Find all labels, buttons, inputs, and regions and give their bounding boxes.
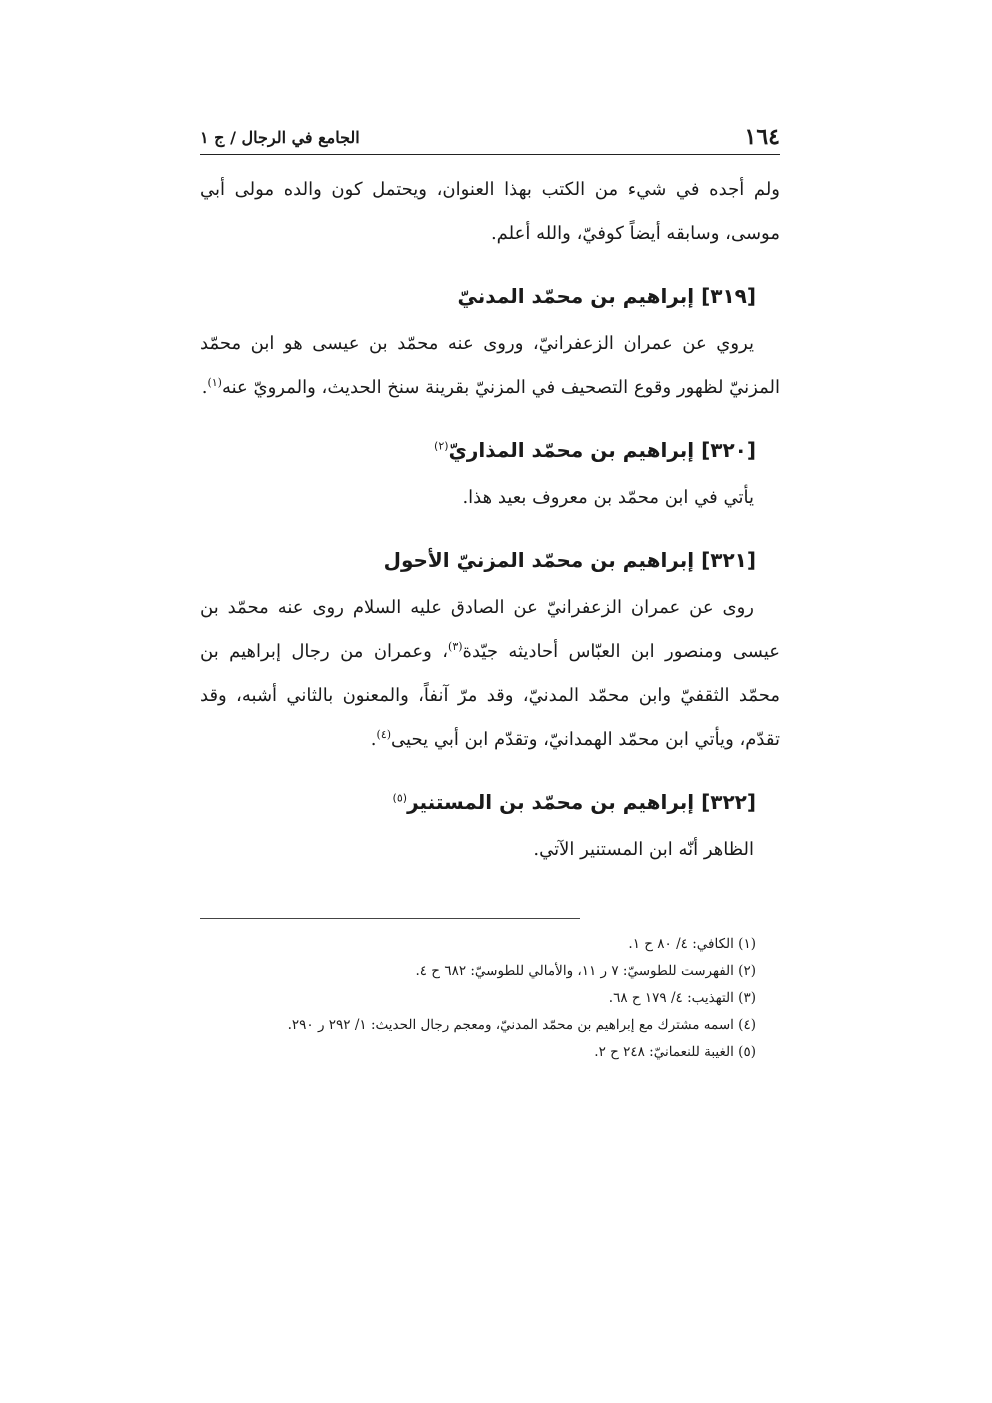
entry-text-a: روى عن عمران الزعفرانيّ عن الصادق عليه السلام روى عنه محمّد بن عيسى ومنصور ابن العبّاس أحاديثه جيّدة [200, 597, 780, 662]
entry-name: إبراهيم بن محمّد المزنيّ الأحول [383, 548, 695, 572]
footnote-ref[interactable]: (١) [207, 376, 222, 389]
entry-text-b: ، وعمران من رجال إبراهيم بن محمّد الثقفيّ وابن محمّد المدنيّ، وقد مرّ آنفاً، والمعنون بالثاني أشبه، وقد تقدّم، ويأتي ابن محمّد الهمدانيّ، وتقدّم ابن أبي يحيى [200, 641, 780, 750]
entry-name: إبراهيم بن محمّد بن المستنير [407, 790, 695, 814]
page-number: ١٦٤ [744, 124, 780, 150]
entry-body-319 [200, 322, 780, 410]
footnote-divider [200, 918, 580, 919]
entry-heading-320 [200, 428, 780, 472]
entry-text-end: . [370, 729, 377, 750]
entry-text-end: . [201, 377, 208, 398]
footnotes [200, 918, 780, 1066]
entry-heading-322 [200, 780, 780, 824]
entry-body-320 [200, 476, 780, 520]
entry-name: إبراهيم بن محمّد المذاريّ [448, 438, 695, 462]
entry-number: [٣١٩] [701, 284, 756, 308]
footnote-item: (٥) الغيبة للنعمانيّ: ٢٤٨ ح ٢. [594, 1044, 756, 1060]
entry-number: [٣٢١] [701, 548, 756, 572]
entry-text: الظاهر أنّه ابن المستنير الآتي. [533, 839, 754, 860]
footnote-ref[interactable]: (٤) [376, 728, 392, 741]
footnote-item: (١) الكافي: ٤/ ٨٠ ح ١. [628, 936, 756, 952]
footnote-ref[interactable]: (٣) [448, 640, 463, 653]
entry-heading-319 [200, 274, 780, 318]
entry-number: [٣٢٢] [701, 790, 756, 814]
entry-name: إبراهيم بن محمّد المدنيّ [457, 284, 695, 308]
entry-body-321 [200, 586, 780, 762]
footnote-ref[interactable]: (٥) [392, 791, 408, 805]
entry-number: [٣٢٠] [701, 438, 756, 462]
entry-heading-321 [200, 538, 780, 582]
footnote-item: (٤) اسمه مشترك مع إبراهيم بن محمّد المدنيّ، ومعجم رجال الحديث: ١/ ٢٩٢ ر ٢٩٠. [287, 1017, 756, 1033]
intro-paragraph: ولم أجده في شيء من الكتب بهذا العنوان، ويحتمل كون والده مولى أبي موسى، وسابقه أيضاً كوفيّ، والله أعلم. [200, 179, 780, 244]
footnote-item: (٣) التهذيب: ٤/ ١٧٩ ح ٦٨. [608, 990, 756, 1006]
page-header [200, 120, 780, 155]
running-title: الجامع في الرجال / ج ١ [200, 127, 360, 147]
main-text [200, 168, 780, 872]
footnote-list [200, 931, 780, 1066]
entry-text: يروي عن عمران الزعفرانيّ، وروى عنه محمّد بن عيسى هو ابن محمّد المزنيّ لظهور وقوع التصحيف في المزنيّ بقرينة سنخ الحديث، والمرويّ عنه [200, 333, 780, 398]
footnote-item: (٢) الفهرست للطوسيّ: ٧ ر ١١، والأمالي للطوسيّ: ٦٨٢ ح ٤. [415, 963, 756, 979]
entry-body-322 [200, 828, 780, 872]
footnote-ref[interactable]: (٢) [434, 439, 449, 453]
entry-text: يأتي في ابن محمّد بن معروف بعيد هذا. [462, 487, 754, 508]
